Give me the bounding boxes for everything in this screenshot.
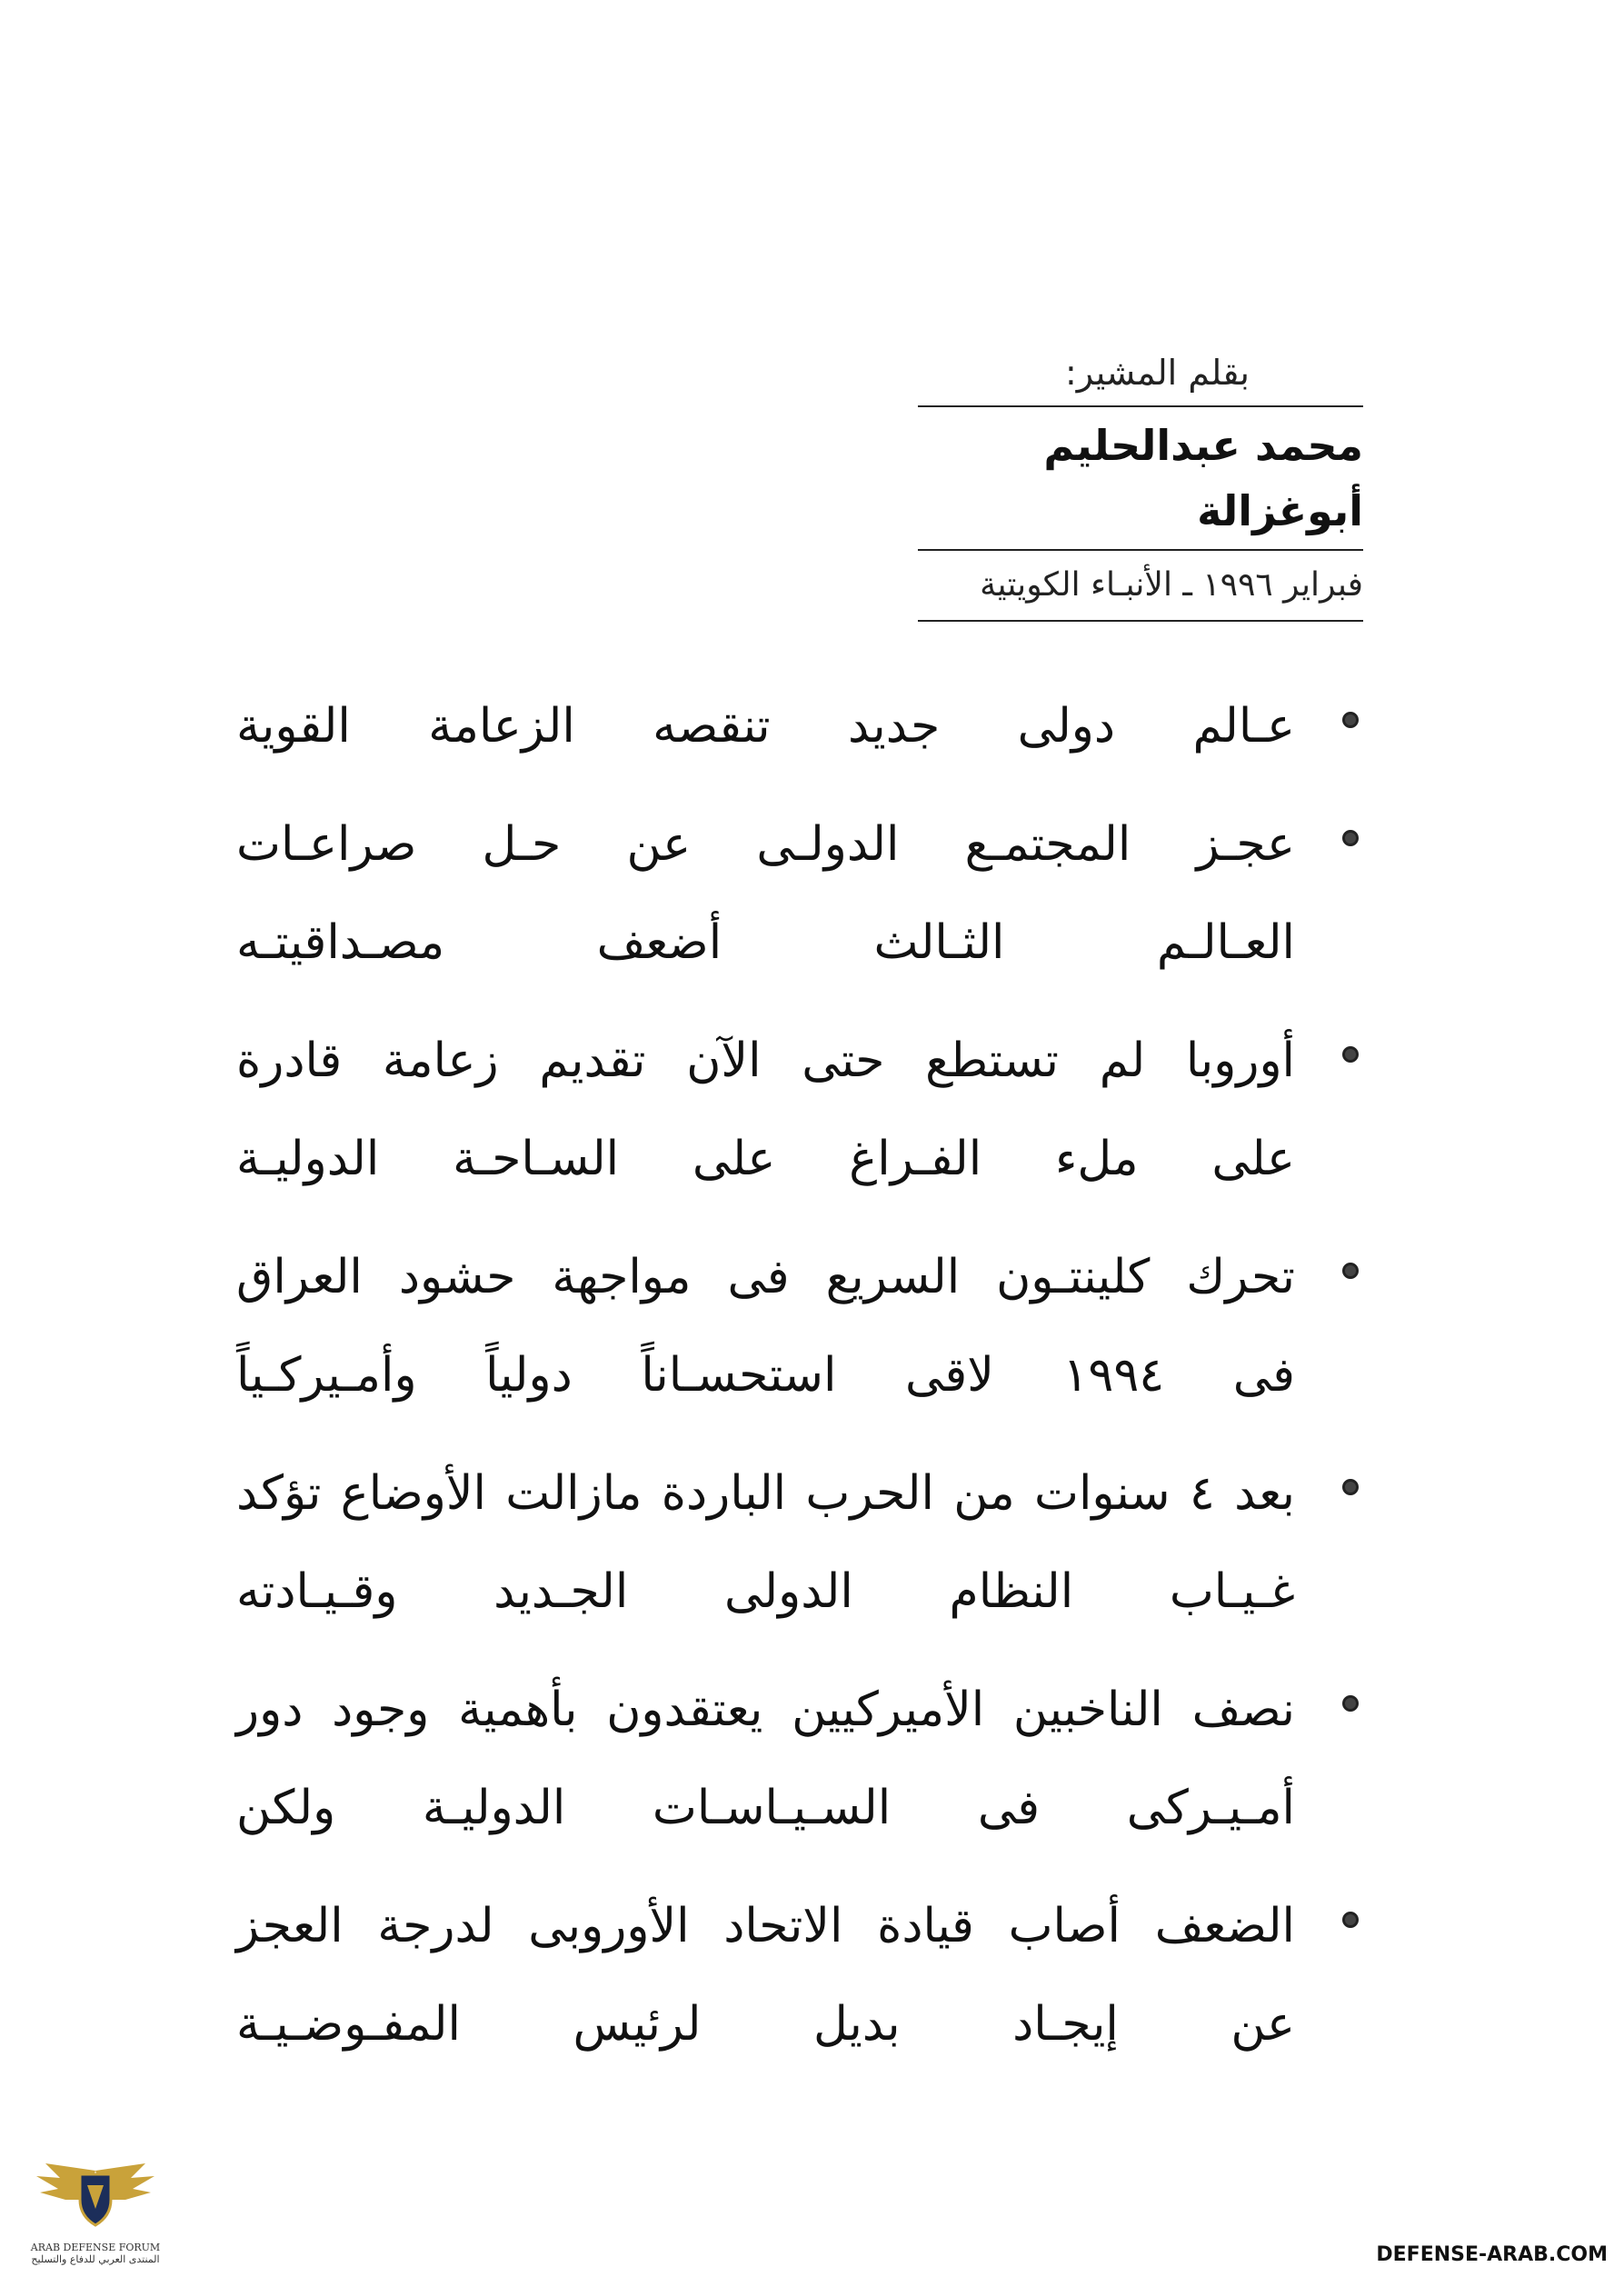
byline-author: محمد عبدالحليم أبوغزالة <box>1043 421 1363 535</box>
byline-source: فبراير ١٩٩٦ ـ الأنبـاء الكويتية <box>980 566 1363 604</box>
bullet-points <box>236 677 1359 2093</box>
logo-text-ar: المنتدى العربي للدفاع والتسليح <box>31 2253 160 2265</box>
point-line: غـيـاب النظام الدولى الجـديد وقـيـادته <box>236 1564 1295 1619</box>
bullet-point <box>236 795 1359 992</box>
point-line: عن إيجـاد بديل لرئيس المفـوضـيـة <box>236 1997 1295 2052</box>
bullet-point <box>236 1228 1359 1424</box>
logo-text-en: ARAB DEFENSE FORUM <box>30 2242 161 2253</box>
forum-logo <box>27 2154 164 2272</box>
point-line: الضعف أصاب قيادة الاتحاد الأوروبى لدرجة العجز <box>236 1899 1295 1953</box>
bullet-point <box>236 677 1359 775</box>
point-line: تحرك كلينتـون السريع فى مواجهة حشود العراق <box>236 1250 1295 1304</box>
point-line: العـالـم الثـالث أضعف مصـداقيتـه <box>236 915 1295 970</box>
byline-rule-top <box>918 405 1363 407</box>
point-line: بعد ٤ سنوات من الحرب الباردة مازالت الأوضاع تؤكد <box>236 1466 1295 1521</box>
bullet-icon <box>1342 1695 1359 1712</box>
bullet-point <box>236 1877 1359 2073</box>
byline-rule-bottom <box>918 620 1363 622</box>
bullet-point <box>236 1661 1359 1857</box>
bullet-icon <box>1342 1479 1359 1495</box>
point-line: أمـيـركى فى السـيـاسـات الدوليـة ولكن <box>236 1781 1295 1835</box>
site-watermark: DEFENSE-ARAB.COM <box>1376 2243 1608 2266</box>
logo-text <box>27 2242 164 2265</box>
byline <box>918 345 1363 627</box>
bullet-icon <box>1342 1912 1359 1928</box>
bullet-icon <box>1342 1046 1359 1063</box>
point-line: عـالم دولى جديد تنقصه الزعامة القوية <box>236 699 1295 754</box>
bullet-point <box>236 1012 1359 1208</box>
point-line: عجـز المجتمـع الدولـى عن حـل صراعـات <box>236 817 1295 872</box>
bullet-point <box>236 1444 1359 1641</box>
byline-rule-middle <box>918 549 1363 551</box>
bullet-icon <box>1342 712 1359 728</box>
point-line: فى ١٩٩٤ لاقى استحسـاناً دولياً وأمـيركـياً <box>236 1348 1295 1403</box>
point-line: على ملء الفـراغ على السـاحـة الدوليـة <box>236 1132 1295 1186</box>
bullet-icon <box>1342 830 1359 846</box>
point-line: أوروبا لم تستطع حتى الآن تقديم زعامة قادرة <box>236 1034 1295 1088</box>
wings-shield-icon <box>27 2154 164 2242</box>
point-line: نصف الناخبين الأميركيين يعتقدون بأهمية وجود دور <box>236 1683 1295 1737</box>
bullet-icon <box>1342 1263 1359 1279</box>
byline-by: بقلم المشير: <box>1065 353 1250 393</box>
